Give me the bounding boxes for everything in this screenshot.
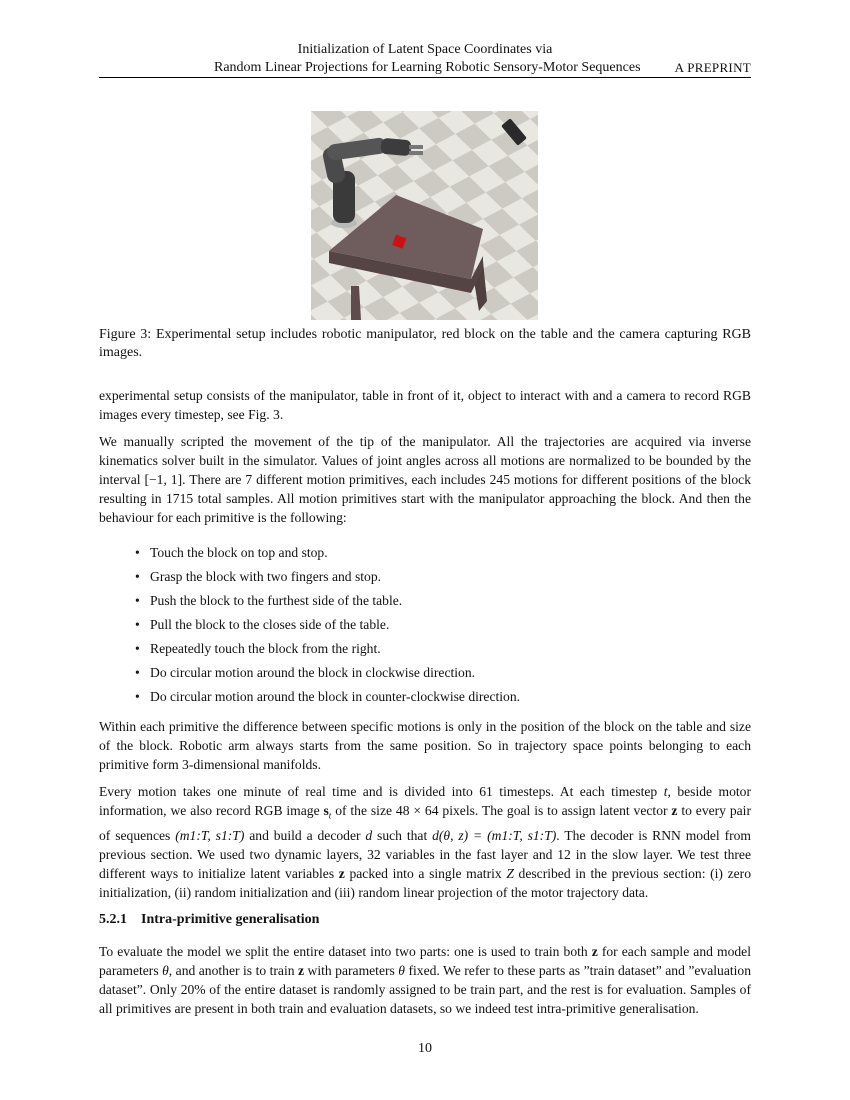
math-var-t: t xyxy=(663,784,668,799)
section-heading xyxy=(99,912,319,928)
list-item: • Touch the block on top and stop. xyxy=(135,545,328,560)
list-item: • Repeatedly touch the block from the right. xyxy=(135,641,381,656)
list-item-text: Do circular motion around the block in counter-clockwise direction. xyxy=(150,689,521,704)
text-run: packed into a single matrix xyxy=(344,865,507,881)
text-run: for each sample and model parameters xyxy=(99,944,751,978)
math-pair: (m1:T, s1:T) xyxy=(175,827,245,843)
header-title-line2: Random Linear Projections for Learning Robotic Sensory-Motor Sequences xyxy=(214,60,641,75)
header-title-line1: Initialization of Latent Space Coordinates via xyxy=(297,42,553,57)
primitives-list xyxy=(132,541,732,709)
list-item-text: Pull the block to the closes side of the table. xyxy=(150,617,390,632)
experimental-setup-figure xyxy=(311,111,538,320)
running-header xyxy=(99,41,751,77)
text-run: Every motion takes one minute of real time and is divided into 61 timesteps. At each timestep xyxy=(99,784,664,799)
paragraph-manifolds: Within each primitive the difference between specific motions is only in the position of the block on the table and size of the block. Robotic arm always starts from the same position. So in trajectory space points belonging to each primitive form 3-dimensional manifolds. xyxy=(99,719,751,772)
simulation-render xyxy=(311,111,538,320)
text-run: to every pair of sequences xyxy=(99,803,751,843)
gripper-finger xyxy=(409,151,423,155)
math-var-theta: θ xyxy=(398,963,405,978)
list-item-text: Push the block to the furthest side of the table. xyxy=(150,593,403,608)
text-run: of the size xyxy=(331,803,396,818)
paragraph-evaluation xyxy=(99,942,751,1018)
figure-caption: Figure 3: Experimental setup includes robotic manipulator, red block on the table and the camera capturing RGB images. xyxy=(99,327,751,360)
text-run: To evaluate the model we split the entire dataset into two parts: one is used to train both xyxy=(99,944,592,959)
text-run: . There are 7 different motion primitives, each includes 245 motions for different positions of the block resulting in 1715 total samples. All motion primitives start with the manipulator approaching the block. And then the behaviour for each primitive is the following: xyxy=(99,472,751,525)
math-var-z: z xyxy=(671,803,678,818)
text-run: such that xyxy=(372,827,433,843)
math-var-z: z xyxy=(591,944,598,959)
gripper-finger xyxy=(409,145,423,149)
math-interval: [−1, 1] xyxy=(144,472,183,487)
section-title: Intra-primitive generalisation xyxy=(141,912,320,927)
paragraph-model xyxy=(99,782,751,902)
list-item-text: Repeatedly touch the block from the right. xyxy=(150,641,381,656)
list-item: • Push the block to the furthest side of the table. xyxy=(135,593,403,608)
text-run: described in the previous section: (i) zero initialization, (ii) random initialization and (iii) random linear projection of the motor trajectory data. xyxy=(99,865,751,900)
math-subscript: t xyxy=(328,810,332,821)
list-item: • Grasp the block with two fingers and stop. xyxy=(135,569,382,584)
math-var-s: s xyxy=(323,803,329,818)
list-item-text: Grasp the block with two fingers and stop. xyxy=(150,569,382,584)
math-var-z: z xyxy=(298,963,305,978)
list-item: • Do circular motion around the block in counter-clockwise direction. xyxy=(135,689,521,704)
text-run: We manually scripted the movement of the tip of the manipulator. All the trajectories are acquired via inverse kinematics solver built in the simulator. Values of joint angles across all motions are normalized to be bounded by the interval xyxy=(99,434,751,487)
section-number: 5.2.1 xyxy=(99,912,127,927)
text-run: with parameters xyxy=(304,963,399,978)
page-number: 10 xyxy=(418,1041,432,1056)
text-run: , and another is to train xyxy=(168,963,299,978)
list-item-text: Touch the block on top and stop. xyxy=(150,545,328,560)
math-size: 48 × 64 xyxy=(395,803,439,818)
robot-wrist xyxy=(380,138,411,157)
text-run: and build a decoder xyxy=(244,827,366,843)
math-var-theta: θ xyxy=(162,963,169,978)
text-run: , beside motor information, we also record RGB image xyxy=(99,784,751,818)
paragraph-scripted-motion xyxy=(99,432,751,527)
math-var-Z: Z xyxy=(506,865,514,881)
list-item-text: Do circular motion around the block in clockwise direction. xyxy=(150,665,476,680)
text-run: fixed. We refer to these parts as ”train dataset” and ”evaluation dataset”. Only 20% of the entire dataset is randomly assigned to be train part, and the rest is for evaluation. Samples of all primitives are present in both train and evaluation datasets, so we indeed test intra-primitive generalisation. xyxy=(99,963,752,1016)
math-var-z: z xyxy=(338,865,345,881)
header-rule xyxy=(99,77,751,78)
paragraph-setup: experimental setup consists of the manipulator, table in front of it, object to interact with and a camera to record RGB images every timestep, see Fig. 3. xyxy=(99,388,751,422)
text-run: . The decoder is RNN model from previous section. We used two dynamic layers, 32 variables in the fast layer and 12 in the slow layer. We test three different ways to initialize latent variables xyxy=(99,827,752,881)
list-item: • Pull the block to the closes side of the table. xyxy=(135,617,390,632)
preprint-tag: A PREPRINT xyxy=(674,60,751,75)
math-var-d: d xyxy=(365,827,373,843)
text-run: pixels. The goal is to assign latent vector xyxy=(438,803,672,818)
list-item: • Do circular motion around the block in clockwise direction. xyxy=(135,665,476,680)
math-equation: d(θ, z) = (m1:T, s1:T) xyxy=(432,827,557,843)
